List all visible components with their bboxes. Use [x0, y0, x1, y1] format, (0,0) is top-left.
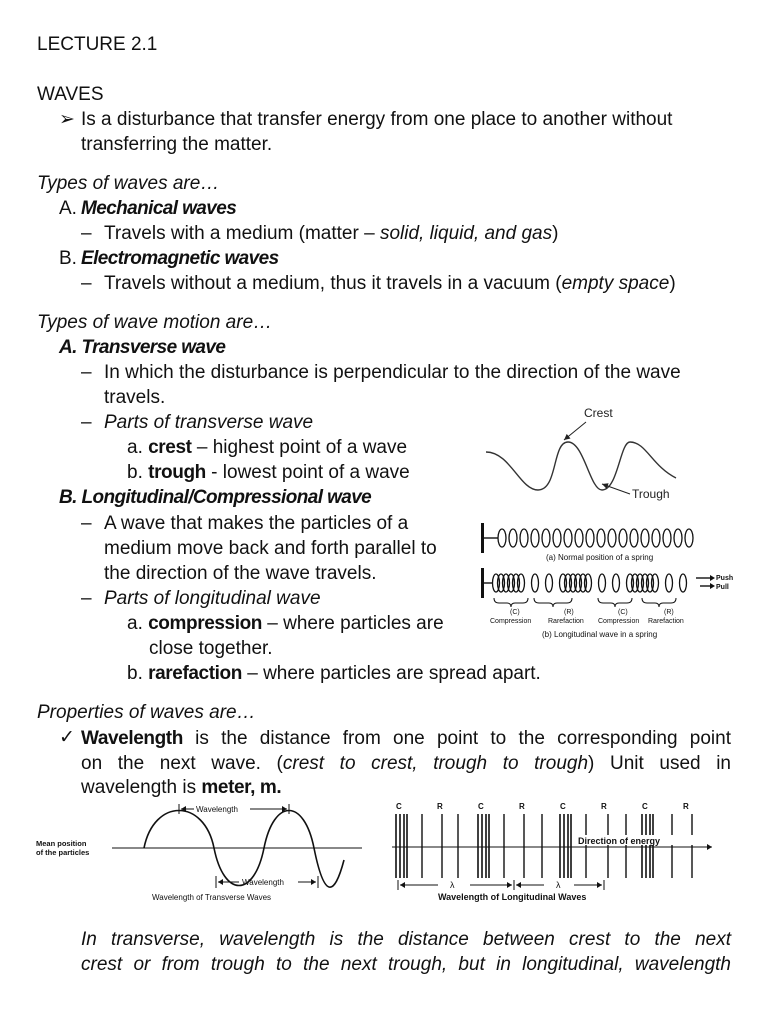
dash-icon: – [81, 412, 92, 433]
spring-coils-compressed [493, 574, 687, 592]
type-a-name: Mechanical waves [81, 198, 237, 219]
dash-icon: – [81, 588, 92, 609]
spring-coil [564, 529, 572, 547]
trough-item: b. trough - lowest point of a wave [127, 462, 410, 483]
cr-label: C [560, 802, 566, 811]
checkmark-icon: ✓ [59, 727, 75, 748]
spring-coil [531, 529, 539, 547]
compression-item: a. compression – where particles are [127, 613, 444, 634]
spring-coil [599, 574, 606, 592]
longitudinal-desc-1: A wave that makes the particles of a [104, 513, 409, 534]
crest-label: Crest [584, 406, 613, 420]
spring-coils-normal [498, 529, 693, 547]
c2-label: (C) [618, 609, 628, 616]
sine-wave [144, 811, 344, 888]
closing-line-2: crest or from trough to the next trough, but in longitudinal, wavelength [81, 954, 731, 975]
definition-line-2: transferring the matter. [81, 134, 273, 155]
arrow-bullet-icon: ➢ [59, 109, 75, 130]
cr-labels [396, 802, 689, 811]
wavelength-line-2: on the next wave. (crest to crest, trough to trough) Unit used in [81, 753, 731, 774]
longitudinal-desc-2: medium move back and forth parallel to [104, 538, 437, 559]
c1-label: (C) [510, 609, 520, 616]
transverse-parts-label: Parts of transverse wave [104, 412, 314, 433]
spring-coil [546, 574, 553, 592]
spring-coil [663, 529, 671, 547]
type-b-letter: B. [59, 248, 77, 269]
wavelength-top-label: Wavelength [196, 805, 238, 814]
transverse-wl-caption: Wavelength of Transverse Waves [152, 893, 272, 902]
spring-coil [680, 574, 687, 592]
transverse-desc-1: In which the disturbance is perpendicular to the direction of the wave [104, 362, 681, 383]
spring-coil [532, 574, 539, 592]
section-title: WAVES [37, 84, 104, 105]
wave-curve [486, 442, 676, 490]
lambda-label-2: λ [556, 880, 561, 890]
dash-icon: – [81, 273, 92, 294]
r2-name: Rarefaction [648, 618, 684, 625]
spring-coil [520, 529, 528, 547]
compression-bars [396, 814, 692, 878]
compression-item-cont: close together. [149, 638, 273, 659]
r1-name: Rarefaction [548, 618, 584, 625]
type-a-desc: Travels with a medium (matter – solid, liquid, and gas) [104, 223, 559, 244]
closing-line-1: In transverse, wavelength is the distance between crest to the next [81, 929, 731, 950]
spring-coil [630, 529, 638, 547]
r2-label: (R) [664, 609, 674, 616]
cr-label: C [642, 802, 648, 811]
type-b-desc: Travels without a medium, thus it travels in a vacuum (empty space) [104, 273, 676, 294]
spring-coil [586, 529, 594, 547]
properties-heading: Properties of waves are… [37, 702, 256, 723]
dash-icon: – [81, 223, 92, 244]
spring-coil [685, 529, 693, 547]
spring-coil [641, 529, 649, 547]
spring-coil [608, 529, 616, 547]
pull-label: Pull [716, 584, 729, 591]
longitudinal-wl-caption: Wavelength of Longitudinal Waves [438, 892, 587, 902]
mean-position-label-1: Mean position [36, 839, 87, 848]
wavelength-bottom-label: Wavelength [242, 878, 284, 887]
r1-label: (R) [564, 609, 574, 616]
dash-icon: – [81, 362, 92, 383]
spring-figure [478, 518, 740, 642]
c1-name: Compression [490, 618, 532, 625]
push-label: Push [716, 575, 734, 582]
cr-label: R [683, 802, 689, 811]
type-b-name: Electromagnetic waves [81, 248, 279, 269]
longitudinal-title: B. Longitudinal/Compressional wave [59, 487, 372, 508]
crest-item: a. crest – highest point of a wave [127, 437, 408, 458]
definition-line-1: Is a disturbance that transfer energy from one place to another without [81, 109, 673, 130]
transverse-wave-figure [480, 402, 680, 506]
type-a-letter: A. [59, 198, 77, 219]
transverse-desc-2: travels. [104, 387, 166, 408]
cr-label: R [437, 802, 443, 811]
dash-icon: – [81, 513, 92, 534]
longitudinal-desc-3: the direction of the wave travels. [104, 563, 377, 584]
lecture-title: LECTURE 2.1 [37, 34, 158, 55]
transverse-title: A. Transverse wave [59, 337, 226, 358]
motion-heading: Types of wave motion are… [37, 312, 273, 333]
cr-label: C [478, 802, 484, 811]
spring-coil [498, 529, 506, 547]
rarefaction-item: b. rarefaction – where particles are spread apart. [127, 663, 541, 684]
transverse-wavelength-figure [34, 800, 364, 906]
spring-coil [518, 574, 525, 592]
mean-position-label-2: of the particles [36, 848, 90, 857]
spring-coil [575, 529, 583, 547]
spring-coil [585, 574, 592, 592]
spring-coil [666, 574, 673, 592]
c2-name: Compression [598, 618, 640, 625]
wavelength-line-1: Wavelength is the distance from one point to the corresponding point [81, 728, 731, 749]
caption-normal-spring: (a) Normal position of a spring [546, 553, 654, 562]
wavelength-line-3: wavelength is meter, m. [81, 777, 282, 798]
spring-coil [674, 529, 682, 547]
longitudinal-wavelength-figure [386, 800, 718, 906]
spring-coil [597, 529, 605, 547]
spring-coil [553, 529, 561, 547]
cr-label: R [519, 802, 525, 811]
spring-coil [509, 529, 517, 547]
spring-coil [652, 574, 659, 592]
trough-label: Trough [632, 487, 670, 501]
types-heading: Types of waves are… [37, 173, 220, 194]
spring-coil [652, 529, 660, 547]
spring-coil [542, 529, 550, 547]
cr-label: C [396, 802, 402, 811]
spring-coil [619, 529, 627, 547]
cr-label: R [601, 802, 607, 811]
longitudinal-parts-label: Parts of longitudinal wave [104, 588, 321, 609]
lambda-label-1: λ [450, 880, 455, 890]
direction-of-energy-label: Direction of energy [578, 836, 661, 846]
spring-coil [613, 574, 620, 592]
caption-longitudinal-spring: (b) Longitudinal wave in a spring [542, 630, 658, 639]
